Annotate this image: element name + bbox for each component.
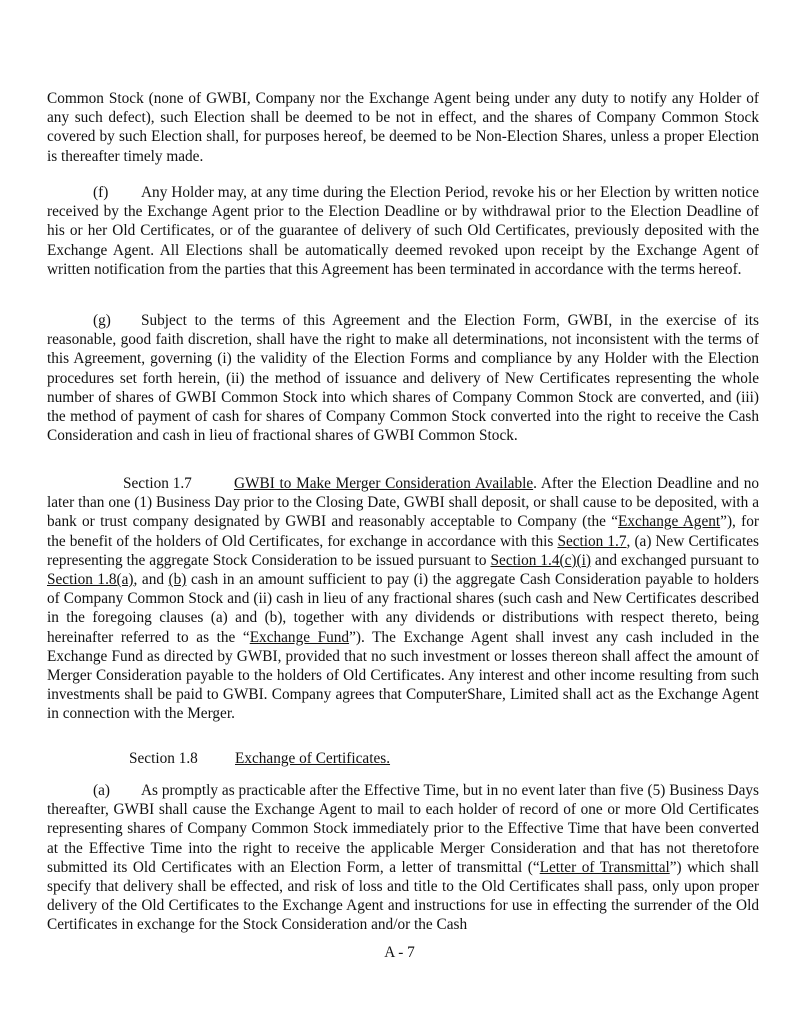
section-1-7-text-7: ”). The Exchange Agent shall invest any cash included in the Exchange Fund as directed by GWBI, provided that no such investment or losses thereon shall affect the amount of Merger Consideration payable to the holders of Old Certificates. Any interest and other income resulting from such investments shall be paid to GWBI. Company agrees that ComputerShare, Limited shall act as the Exchange Agent in connection with the Merger. <box>47 628 759 723</box>
paragraph-1-8-a-text-1: As promptly as practicable after the Effective Time, but in no event later than five (5) Business Days thereafter, GWBI shall cause the Exchange Agent to mail to each holder of record of one or more Old Certificates representing shares of Company Common Stock immediately prior to the Effective Time that have been converted at the Effective Time into the right to receive the applicable Merger Consideration and that has not theretofore submitted its Old Certificates with an Election Form, a letter of transmittal (“ <box>47 782 759 876</box>
paragraph-f <box>47 183 759 279</box>
paragraph-1-8-a <box>47 781 759 935</box>
letter-of-transmittal-term: Letter of Transmittal <box>539 858 670 876</box>
section-1-7-text-3: , (a) New Certificates representing the aggregate Stock Consideration to be issued pursuant to <box>47 532 759 569</box>
paragraph-1-8-a-text-2: ”) which shall specify that delivery shall be effected, and risk of loss and title to the Old Certificates shall pass, only upon proper delivery of the Old Certificates to the Exchange Agent and instructions for use in effecting the surrender of the Old Certificates in exchange for the Stock Consideration and/or the Cash <box>47 858 759 934</box>
section-1-7-text-1: . After the Election Deadline and no later than one (1) Business Day prior to the Closing Date, GWBI shall deposit, or shall cause to be deposited, with a bank or trust company designated by GWBI and reasonably acceptable to Company (the “ <box>47 475 759 531</box>
section-1-4-c-i-reference: Section 1.4(c)(i) <box>490 551 591 569</box>
section-1-7-text-5: , and <box>133 571 169 589</box>
paragraph-continuation-text: Common Stock (none of GWBI, Company nor the Exchange Agent being under any duty to notify any Holder of any such defect), such Election shall be deemed to be not in effect, and the shares of Company Common Stock covered by such Election shall, for purposes hereof, be deemed to be Non-Election Shares, unless a proper Election is thereafter timely made. <box>47 90 759 165</box>
paragraph-1-8-a-label: (a) <box>93 782 110 799</box>
paragraph-g-text: Subject to the terms of this Agreement and the Election Form, GWBI, in the exercise of its reasonable, good faith discretion, shall have the right to make all determinations, not inconsistent with the terms of this Agreement, governing (i) the validity of the Election Forms and compliance by any Holder with the Election procedures set forth herein, (ii) the method of issuance and delivery of New Certificates representing the whole number of shares of GWBI Common Stock into which shares of Company Common Stock are converted, and (iii) the method of payment of cash for shares of Company Common Stock converted into the right to receive the Cash Consideration and cash in lieu of fractional shares of GWBI Common Stock. <box>47 312 759 445</box>
paragraph-continuation <box>47 89 759 166</box>
section-1-8-number: Section 1.8 <box>129 750 198 767</box>
section-1-7-reference: Section 1.7 <box>557 532 627 550</box>
clause-b-reference: (b) <box>168 571 187 589</box>
exchange-fund-term: Exchange Fund <box>249 628 350 646</box>
section-1-7-text-4: and exchanged pursuant to <box>590 551 759 569</box>
section-1-7-title: GWBI to Make Merger Consideration Available <box>234 475 534 492</box>
paragraph-g-label: (g) <box>93 312 111 329</box>
section-1-7 <box>47 474 759 724</box>
paragraph-g <box>47 311 759 445</box>
exchange-agent-term: Exchange Agent <box>618 513 721 531</box>
paragraph-f-text: Any Holder may, at any time during the Election Period, revoke his or her Election by written notice received by the Exchange Agent prior to the Election Deadline or by withdrawal prior to the Election Deadline of his or her Old Certificates, or of the guarantee of delivery of such Old Certificates, previously deposited with the Exchange Agent. All Elections shall be automatically deemed revoked upon receipt by the Exchange Agent of written notification from the parties that this Agreement has been terminated in accordance with the terms hereof. <box>47 184 759 278</box>
section-1-8-title: Exchange of Certificates. <box>235 750 391 767</box>
section-1-7-text-6: cash in an amount sufficient to pay (i) the aggregate Cash Consideration payable to holders of Company Common Stock and (ii) cash in lieu of any fractional shares (such cash and New Certificates described in the foregoing clauses (a) and (b), together with any dividends or distributions with respect thereto, being hereinafter referred to as the “ <box>47 571 759 646</box>
paragraph-f-label: (f) <box>93 184 109 201</box>
section-1-7-number: Section 1.7 <box>123 475 192 492</box>
page-number: A - 7 <box>384 944 415 961</box>
section-1-8-a-reference: Section 1.8(a) <box>47 571 134 589</box>
section-1-7-text-2: ”), for the benefit of the holders of Old Certificates, for exchange in accordance with this <box>47 513 760 550</box>
